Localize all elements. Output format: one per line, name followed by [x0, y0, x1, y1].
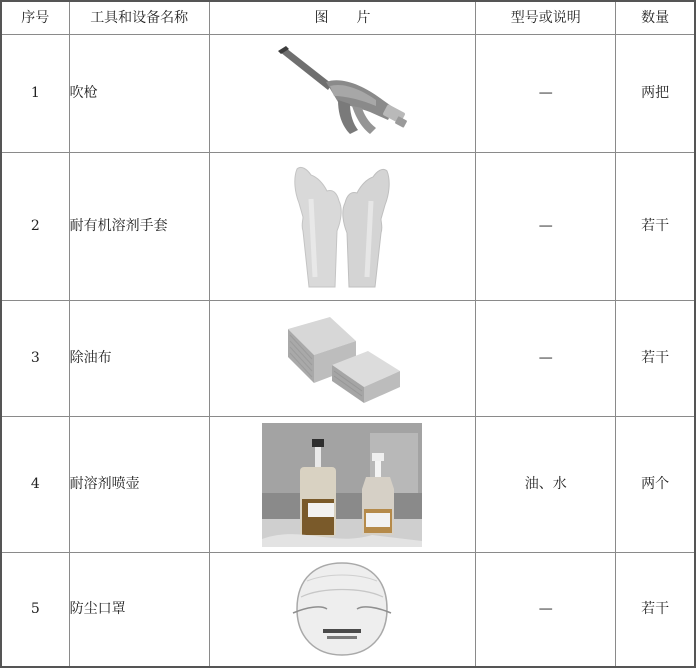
row-model: —	[476, 553, 616, 667]
table-row	[1, 35, 695, 153]
solvent-spray-bottles-image	[262, 423, 422, 547]
row-model: —	[476, 35, 616, 153]
header-name: 工具和设备名称	[69, 1, 209, 35]
row-name: 耐有机溶剂手套	[69, 153, 209, 301]
row-index: 4	[1, 417, 69, 553]
row-name: 耐溶剂喷壶	[69, 417, 209, 553]
table-row	[1, 153, 695, 301]
table-row	[1, 417, 695, 553]
header-index: 序号	[1, 1, 69, 35]
mask-brand-mark	[323, 629, 361, 633]
row-picture	[209, 553, 475, 667]
header-row	[1, 1, 695, 35]
row-quantity: 若干	[616, 553, 695, 667]
table-row	[1, 301, 695, 417]
row-index: 2	[1, 153, 69, 301]
table-row	[1, 553, 695, 667]
row-model: 油、水	[476, 417, 616, 553]
degreasing-cloth-image	[272, 309, 412, 409]
row-quantity: 若干	[616, 153, 695, 301]
row-picture	[209, 153, 475, 301]
row-index: 3	[1, 301, 69, 417]
row-index: 1	[1, 35, 69, 153]
row-name: 防尘口罩	[69, 553, 209, 667]
header-picture: 图 片	[209, 1, 475, 35]
row-model: —	[476, 153, 616, 301]
row-model: —	[476, 301, 616, 417]
row-picture	[209, 35, 475, 153]
air-blow-gun-image	[272, 42, 412, 146]
row-quantity: 若干	[616, 301, 695, 417]
solvent-resistant-gloves-image	[287, 159, 397, 295]
row-name: 吹枪	[69, 35, 209, 153]
row-index: 5	[1, 553, 69, 667]
row-quantity: 两个	[616, 417, 695, 553]
row-name: 除油布	[69, 301, 209, 417]
dust-mask-image	[287, 557, 397, 661]
header-quantity: 数量	[616, 1, 695, 35]
row-quantity: 两把	[616, 35, 695, 153]
header-model: 型号或说明	[476, 1, 616, 35]
row-picture	[209, 417, 475, 553]
row-picture	[209, 301, 475, 417]
